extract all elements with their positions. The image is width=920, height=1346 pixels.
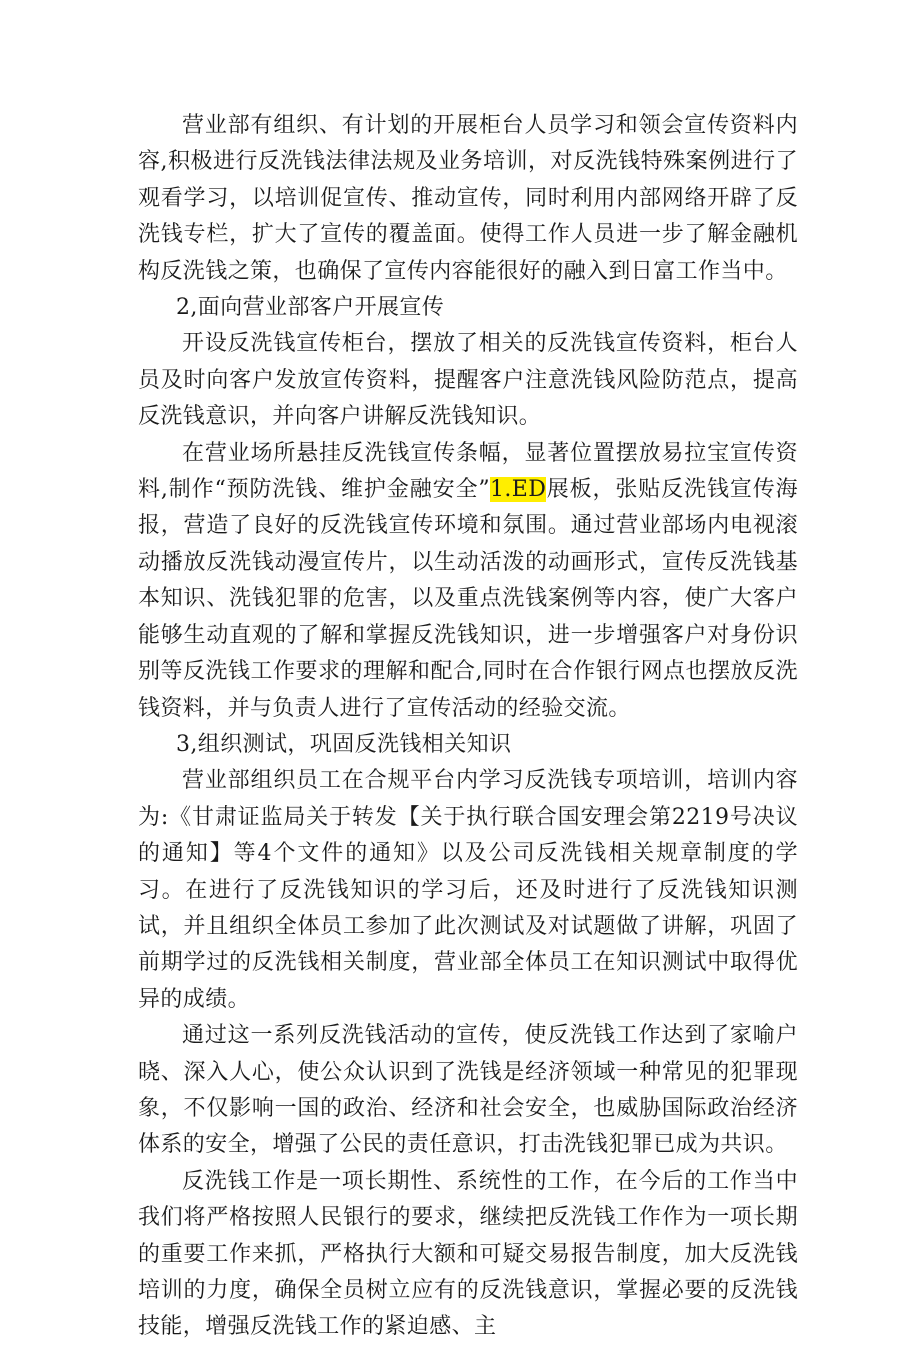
paragraph-future-work: 反洗钱工作是一项长期性、系统性的工作，在今后的工作当中我们将严格按照人民银行的要求，继续把反洗钱工作作为一项长期的重要工作来抓，严格执行大额和可疑交易报告制度，加大反洗钱培训的力度，确保全员树立应有的反洗钱意识，掌握必要的反洗钱技能，增强反洗钱工作的紧迫感、主 [138,1168,798,1340]
paragraph-results: 通过这一系列反洗钱活动的宣传，使反洗钱工作达到了家喻户晓、深入人心，使公众认识到了洗钱是经济领域一种常见的犯罪现象，不仅影响一国的政治、经济和社会安全，也威胁国际政治经济体系的安全，增强了公民的责任意识，打击洗钱犯罪已成为共识。 [138,1023,798,1158]
paragraph-banners-before: 在营业场所悬挂反洗钱宣传条幅，显著位置摆放易拉宝宣传资料,制作“预防洗钱、维护金融安全” [138,440,798,503]
document-body [138,108,798,1346]
section-heading-customer-publicity: 2,面向营业部客户开展宣传 [176,295,445,321]
paragraph-training: 营业部有组织、有计划的开展柜台人员学习和领会宣传资料内容,积极进行反洗钱法律法规及业务培训，对反洗钱特殊案例进行了观看学习，以培训促宣传、推动宣传，同时利用内部网络开辟了反洗钱专栏，扩大了宣传的覆盖面。使得工作人员进一步了解金融机构反洗钱之策，也确保了宣传内容能很好的融入到日富工作当中。 [138,113,798,284]
paragraph-banners-after: 展板，张贴反洗钱宣传海报，营造了良好的反洗钱宣传环境和氛围。通过营业部场内电视滚动播放反洗钱动漫宣传片，以生动活泼的动画形式，宣传反洗钱基本知识、洗钱犯罪的危害，以及重点洗钱案例等内容，使广大客户能够生动直观的了解和掌握反洗钱知识，进一步增强客户对身份识别等反洗钱工作要求的理解和配合,同时在合作银行网点也摆放反洗钱资料，并与负责人进行了宣传活动的经验交流。 [138,477,798,721]
highlighted-text: 1.ED [490,477,547,503]
paragraph-counter: 开设反洗钱宣传柜台，摆放了相关的反洗钱宣传资料，柜台人员及时向客户发放宣传资料，提醒客户注意洗钱风险防范点，提高反洗钱意识，并向客户讲解反洗钱知识。 [138,331,798,430]
paragraph-testing: 营业部组织员工在合规平台内学习反洗钱专项培训，培训内容为:《甘肃证监局关于转发【关于执行联合国安理会第2219号决议的通知】等4个文件的通知》以及公司反洗钱相关规章制度的学习。在进行了反洗钱知识的学习后，还及时进行了反洗钱知识测试，并且组织全体员工参加了此次测试及对试题做了讲解，巩固了前期学过的反洗钱相关制度，营业部全体员工在知识测试中取得优异的成绩。 [138,768,798,1012]
paragraph-banners [138,436,798,727]
section-heading-testing: 3,组织测试，巩固反洗钱相关知识 [176,731,512,757]
